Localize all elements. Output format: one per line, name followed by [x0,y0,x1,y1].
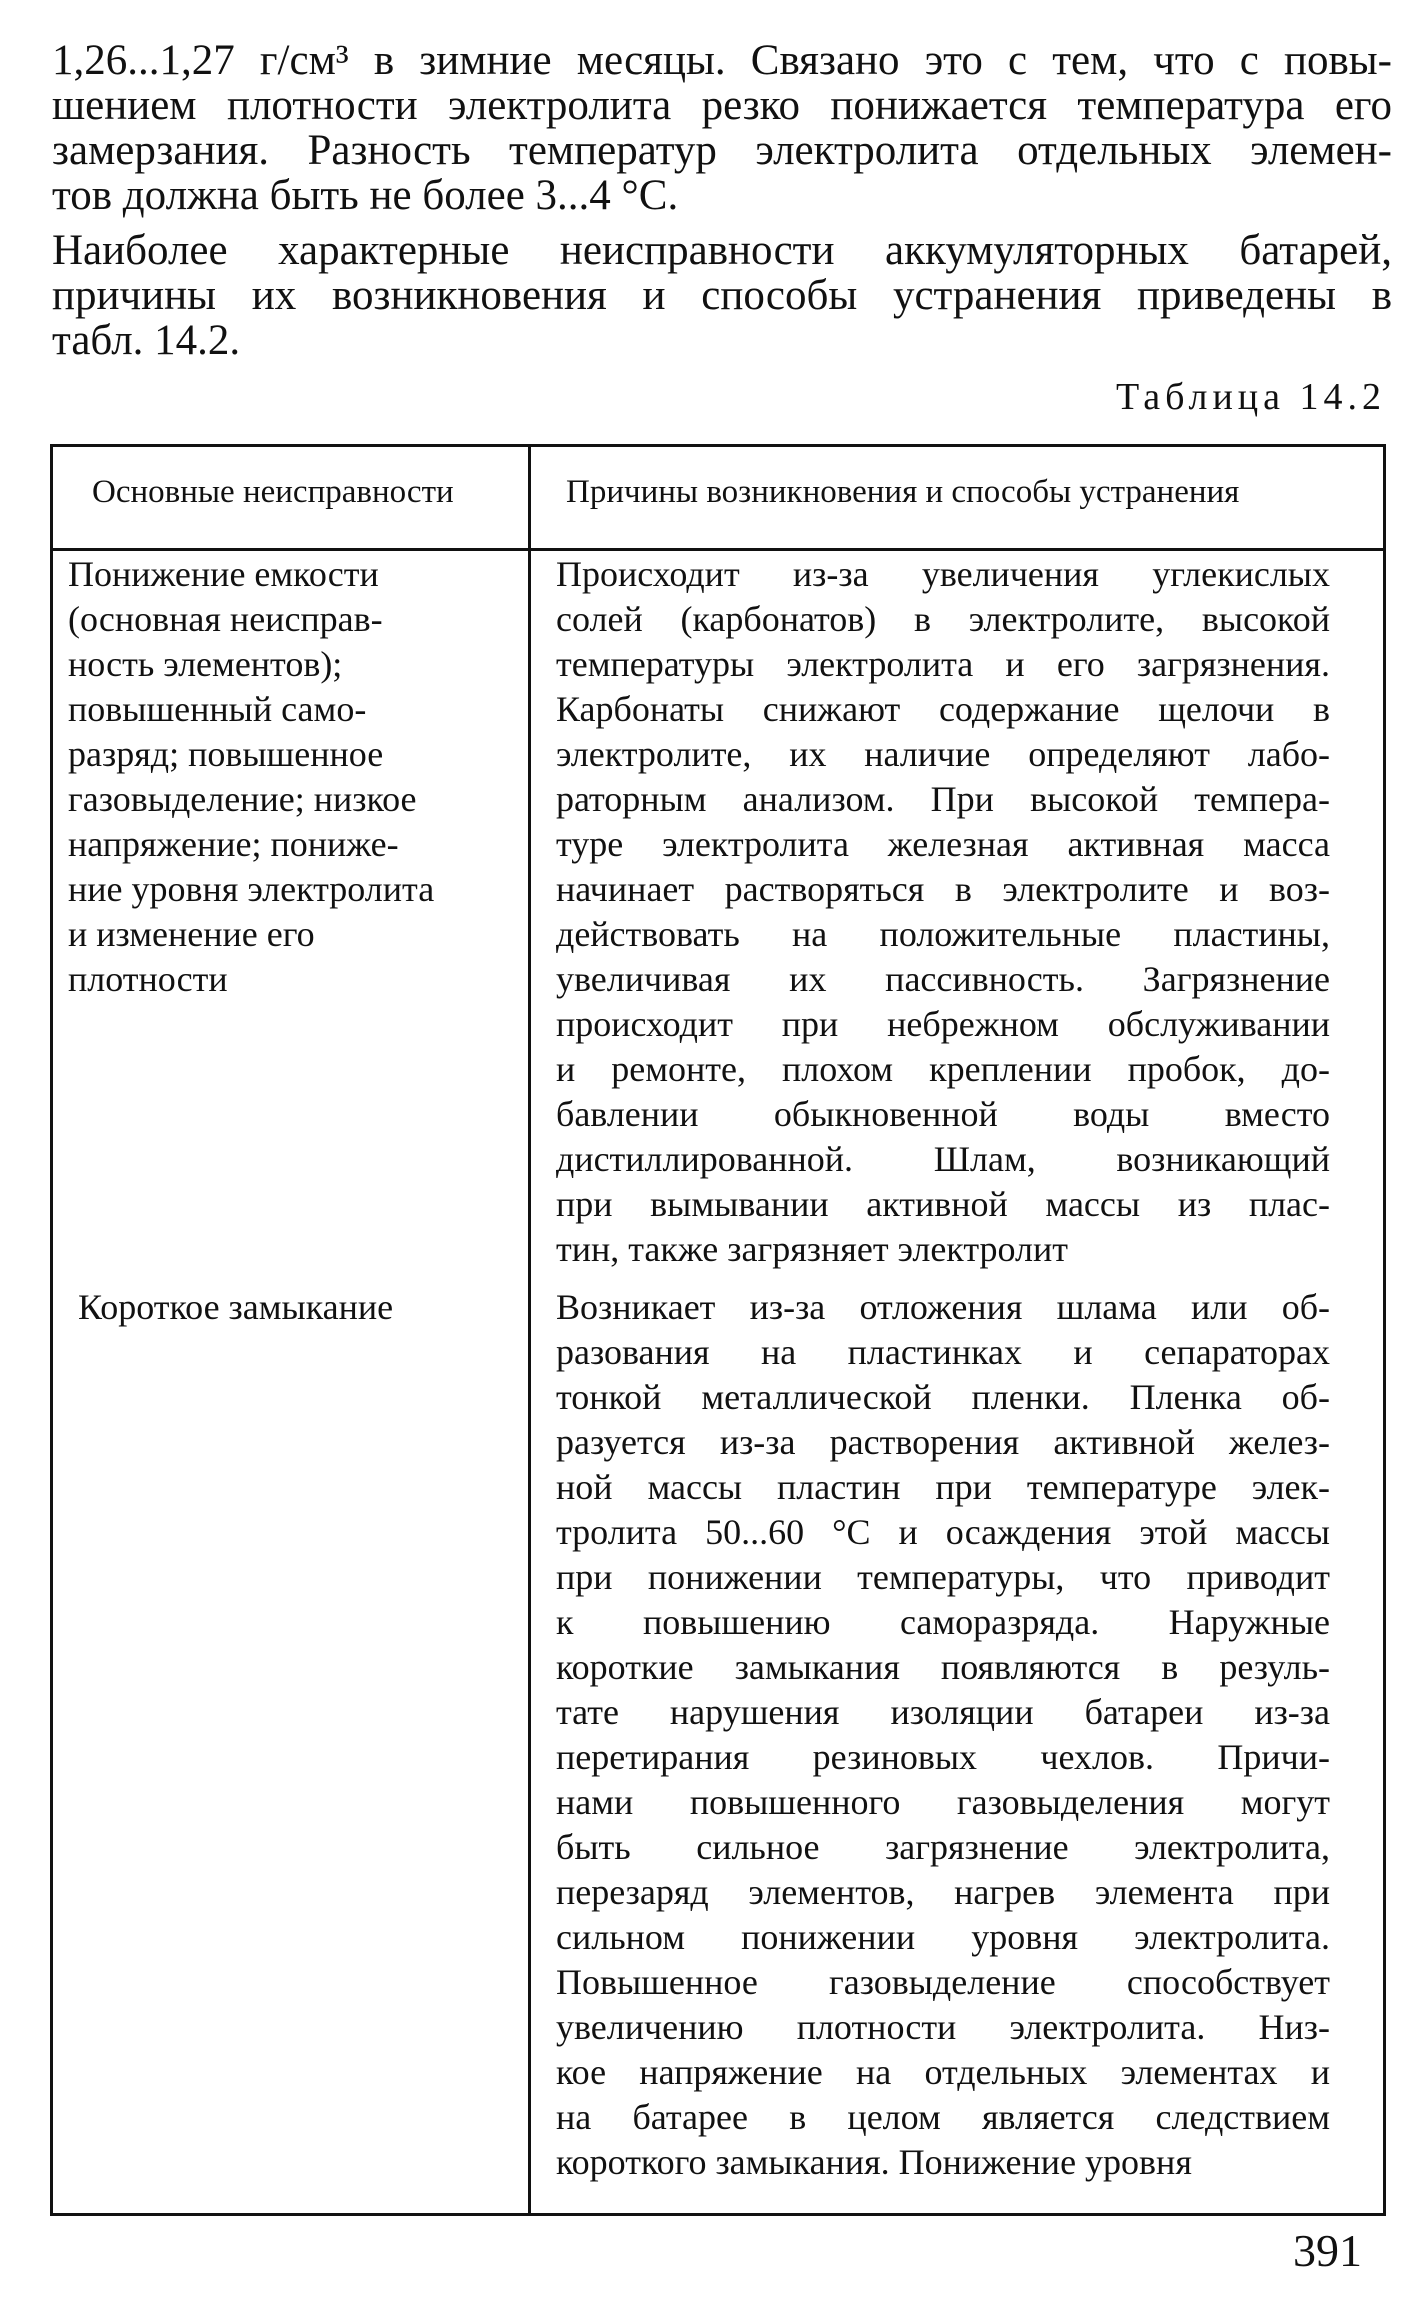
cell-line: перезаряд элементов, нагрев элемента при [556,1872,1330,1912]
cell-line: Короткое замыкание [78,1287,394,1327]
cell-line: увеличению плотности электролита. Низ- [556,2007,1330,2047]
cell-line: тате нарушения изоляции батареи из-за [556,1692,1330,1732]
table-row-1-fault-cell [68,552,508,1002]
cell-line: Возникает из-за отложения шлама или об- [556,1287,1330,1327]
table-row-2-fault-cell [78,1285,508,1330]
cell-line: ной массы пластин при температуре элек- [556,1467,1330,1507]
paragraph-electrolyte-density [52,38,1392,218]
cell-line: начинает растворяться в электролите и воз- [556,869,1330,909]
cell-line: электролите, их наличие определяют лабо- [556,734,1330,774]
table-row-2-cause-cell [556,1285,1330,2185]
cell-line: короткого замыкания. Понижение уровня [556,2142,1192,2182]
text-line: Наиболее характерные неисправности аккумуляторных батарей, [52,227,1392,274]
paragraph-table-reference [52,228,1392,363]
cell-line: температуры электролита и его загрязнения. [556,644,1330,684]
cell-line: на батарее в целом является следствием [556,2097,1330,2137]
cell-line: тин, также загрязняет электролит [556,1229,1068,1269]
cell-line: тонкой металлической пленки. Пленка об- [556,1377,1330,1417]
text-line: тов должна быть не более 3...4 °С. [52,172,679,219]
table-header-divider [50,548,1386,551]
cell-line: кое напряжение на отдельных элементах и [556,2052,1330,2092]
cell-line: плотности [68,959,228,999]
table-row-1-cause-cell [556,552,1330,1272]
text-line: табл. 14.2. [52,317,241,364]
cell-line: дистиллированной. Шлам, возникающий [556,1139,1330,1179]
cell-line: короткие замыкания появляются в резуль- [556,1647,1330,1687]
cell-line: повышенный само- [68,689,367,729]
cell-line: разряд; повышенное [68,734,384,774]
cell-line: туре электролита железная активная масса [556,824,1330,864]
table-header-causes: Причины возникновения и способы устранения [566,474,1240,510]
cell-line: тролита 50...60 °С и осаждения этой массы [556,1512,1330,1552]
cell-line: солей (карбонатов) в электролите, высокой [556,599,1330,639]
cell-line: (основная неисправ- [68,599,383,639]
cell-line: и ремонте, плохом креплении пробок, до- [556,1049,1330,1089]
cell-line: происходит при небрежном обслуживании [556,1004,1330,1044]
table-header-faults: Основные неисправности [92,474,454,510]
cell-line: ние уровня электролита [68,869,435,909]
cell-line: нами повышенного газовыделения могут [556,1782,1330,1822]
cell-line: при вымывании активной массы из плас- [556,1184,1330,1224]
cell-line: напряжение; пониже- [68,824,399,864]
cell-line: увеличивая их пассивность. Загрязнение [556,959,1330,999]
cell-line: разуется из-за растворения активной желез- [556,1422,1330,1462]
cell-line: разования на пластинках и сепараторах [556,1332,1330,1372]
page-number: 391 [1293,2225,1362,2276]
cell-line: при понижении температуры, что приводит [556,1557,1330,1597]
text-line: 1,26...1,27 г/см³ в зимние месяцы. Связано это с тем, что с повы- [52,37,1392,84]
cell-line: быть сильное загрязнение электролита, [556,1827,1330,1867]
cell-line: действовать на положительные пластины, [556,914,1330,954]
table-column-divider [528,444,531,2216]
text-line: шением плотности электролита резко понижается температура его [52,82,1392,129]
cell-line: Повышенное газовыделение способствует [556,1962,1330,2002]
cell-line: Происходит из-за увеличения углекислых [556,554,1330,594]
cell-line: газовыделение; низкое [68,779,417,819]
cell-line: бавлении обыкновенной воды вместо [556,1094,1330,1134]
cell-line: к повышению саморазряда. Наружные [556,1602,1330,1642]
table-caption: Таблица 14.2 [1115,376,1386,418]
cell-line: и изменение его [68,914,315,954]
cell-line: Понижение емкости [68,554,379,594]
text-line: причины их возникновения и способы устранения приведены в [52,272,1392,319]
cell-line: перетирания резиновых чехлов. Причи- [556,1737,1330,1777]
cell-line: раторным анализом. При высокой темпера- [556,779,1330,819]
text-line: замерзания. Разность температур электролита отдельных элемен- [52,127,1392,174]
cell-line: сильном понижении уровня электролита. [556,1917,1330,1957]
cell-line: ность элементов); [68,644,343,684]
cell-line: Карбонаты снижают содержание щелочи в [556,689,1330,729]
